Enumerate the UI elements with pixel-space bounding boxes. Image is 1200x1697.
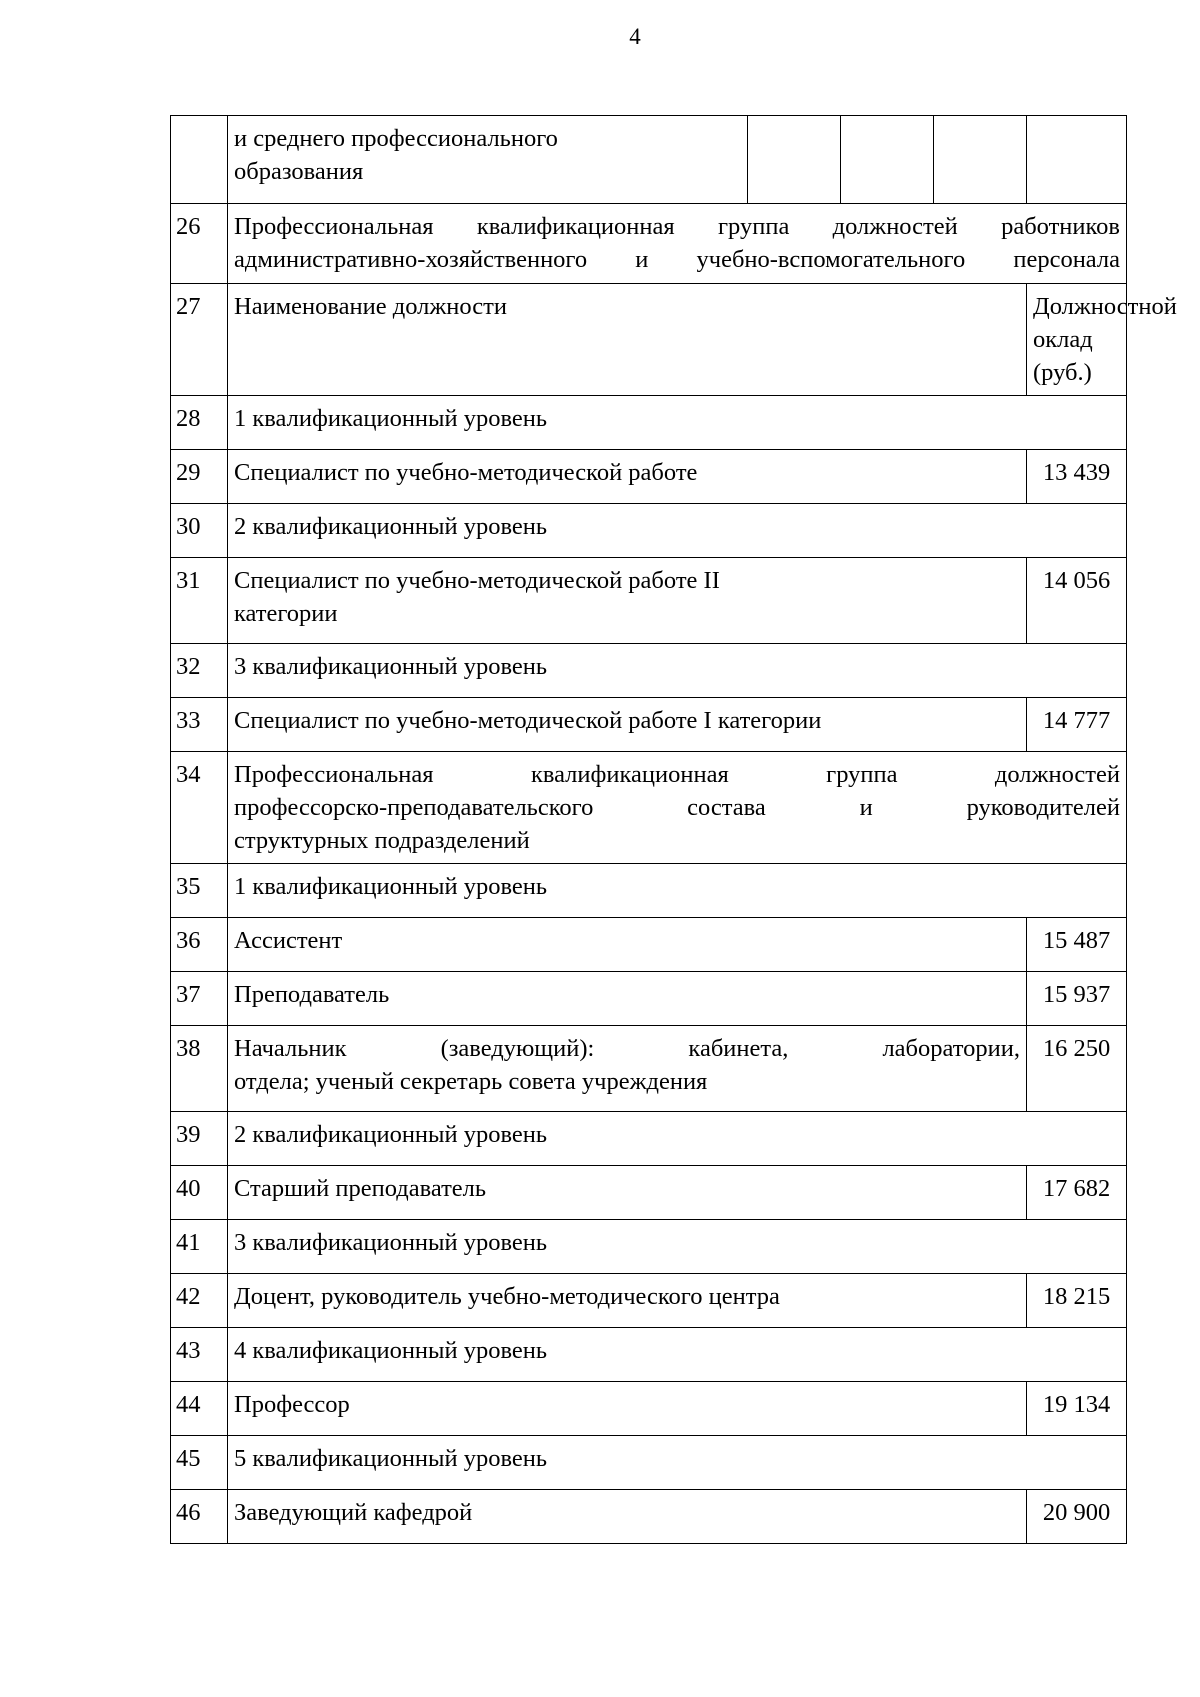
continuation-line-1: и среднего профессионального xyxy=(234,125,558,152)
position-salary: 17 682 xyxy=(1027,1166,1127,1220)
row-number: 34 xyxy=(171,752,228,864)
row-number: 37 xyxy=(171,972,228,1026)
table-row xyxy=(171,752,1127,864)
row-number: 33 xyxy=(171,698,228,752)
row-number: 28 xyxy=(171,396,228,450)
position-salary: 15 487 xyxy=(1027,918,1127,972)
table-row xyxy=(171,698,1127,752)
position-name: Ассистент xyxy=(228,918,1027,972)
row-number: 39 xyxy=(171,1112,228,1166)
position-name-line: Начальник (заведующий): кабинета, лаборатории, xyxy=(234,1035,1020,1062)
row-number: 27 xyxy=(171,284,228,396)
position-salary: 13 439 xyxy=(1027,450,1127,504)
position-name: Доцент, руководитель учебно-методического центра xyxy=(228,1274,1027,1328)
continuation-text-cell xyxy=(228,116,748,204)
group-title-line: Профессиональная квалификационная группа должностей xyxy=(234,761,1120,788)
position-salary: 14 056 xyxy=(1027,558,1127,644)
empty-cell xyxy=(841,116,934,204)
column-header-salary xyxy=(1027,284,1177,396)
qualification-level: 1 квалификационный уровень xyxy=(228,864,1127,918)
row-number: 35 xyxy=(171,864,228,918)
empty-cell xyxy=(934,116,1027,204)
column-header-salary-line: оклад (руб.) xyxy=(1033,326,1093,386)
table-row xyxy=(171,504,1127,558)
position-name-line: отдела; ученый секретарь совета учреждения xyxy=(234,1068,708,1095)
group-title-line: профессорско-преподавательского состава и руководителей xyxy=(234,794,1120,821)
group-title-cell xyxy=(228,204,1127,284)
row-number: 38 xyxy=(171,1026,228,1112)
empty-cell xyxy=(748,116,841,204)
position-name: Профессор xyxy=(228,1382,1027,1436)
row-number: 44 xyxy=(171,1382,228,1436)
row-number: 41 xyxy=(171,1220,228,1274)
row-number: 45 xyxy=(171,1436,228,1490)
table-row xyxy=(171,1274,1127,1328)
position-salary: 19 134 xyxy=(1027,1382,1127,1436)
group-title-line: Профессиональная квалификационная группа должностей работников xyxy=(234,213,1120,240)
table-row xyxy=(171,1328,1127,1382)
row-number: 29 xyxy=(171,450,228,504)
position-salary: 14 777 xyxy=(1027,698,1127,752)
table-row xyxy=(171,1382,1127,1436)
qualification-level: 3 квалификационный уровень xyxy=(228,644,1127,698)
position-salary: 20 900 xyxy=(1027,1490,1127,1544)
row-number: 31 xyxy=(171,558,228,644)
qualification-level: 3 квалификационный уровень xyxy=(228,1220,1127,1274)
position-name-line: Специалист по учебно-методической работе II xyxy=(234,567,720,594)
position-name: Преподаватель xyxy=(228,972,1027,1026)
table-row xyxy=(171,1490,1127,1544)
table-row xyxy=(171,1436,1127,1490)
row-number: 30 xyxy=(171,504,228,558)
position-name: Специалист по учебно-методической работе xyxy=(228,450,1027,504)
position-name xyxy=(228,1026,1027,1112)
qualification-level: 2 квалификационный уровень xyxy=(228,1112,1127,1166)
column-header-salary-line: Должностной xyxy=(1033,293,1177,320)
position-name: Старший преподаватель xyxy=(228,1166,1027,1220)
table-row xyxy=(171,1026,1127,1112)
empty-cell xyxy=(1027,116,1127,204)
row-number: 26 xyxy=(171,204,228,284)
salary-table xyxy=(170,115,1177,1544)
position-name xyxy=(228,558,1027,644)
qualification-level: 1 квалификационный уровень xyxy=(228,396,1127,450)
row-number-cell xyxy=(171,116,228,204)
qualification-level: 4 квалификационный уровень xyxy=(228,1328,1127,1382)
group-title-line: структурных подразделений xyxy=(234,827,530,854)
position-salary: 18 215 xyxy=(1027,1274,1127,1328)
table-row xyxy=(171,918,1127,972)
table-row xyxy=(171,1166,1127,1220)
table-row xyxy=(171,1220,1127,1274)
table-row xyxy=(171,284,1127,396)
table-row xyxy=(171,204,1127,284)
column-header-position: Наименование должности xyxy=(228,284,1027,396)
row-number: 32 xyxy=(171,644,228,698)
position-salary: 16 250 xyxy=(1027,1026,1127,1112)
table-row xyxy=(171,558,1127,644)
table-row-continuation xyxy=(171,116,1127,204)
table-row xyxy=(171,972,1127,1026)
qualification-level: 2 квалификационный уровень xyxy=(228,504,1127,558)
position-name: Специалист по учебно-методической работе I категории xyxy=(228,698,1027,752)
position-name: Заведующий кафедрой xyxy=(228,1490,1027,1544)
table-row xyxy=(171,644,1127,698)
row-number: 43 xyxy=(171,1328,228,1382)
row-number: 42 xyxy=(171,1274,228,1328)
table-row xyxy=(171,1112,1127,1166)
row-number: 40 xyxy=(171,1166,228,1220)
table-row xyxy=(171,450,1127,504)
group-title-cell xyxy=(228,752,1127,864)
position-salary: 15 937 xyxy=(1027,972,1127,1026)
row-number: 46 xyxy=(171,1490,228,1544)
qualification-level: 5 квалификационный уровень xyxy=(228,1436,1127,1490)
table-row xyxy=(171,396,1127,450)
salary-table-body xyxy=(171,116,1177,1544)
page-number: 4 xyxy=(629,24,641,49)
position-name-line: категории xyxy=(234,600,338,627)
table-row xyxy=(171,864,1127,918)
continuation-line-2: образования xyxy=(234,158,364,185)
group-title-line: административно-хозяйственного и учебно-вспомогательного персонала xyxy=(234,246,1120,273)
row-number: 36 xyxy=(171,918,228,972)
